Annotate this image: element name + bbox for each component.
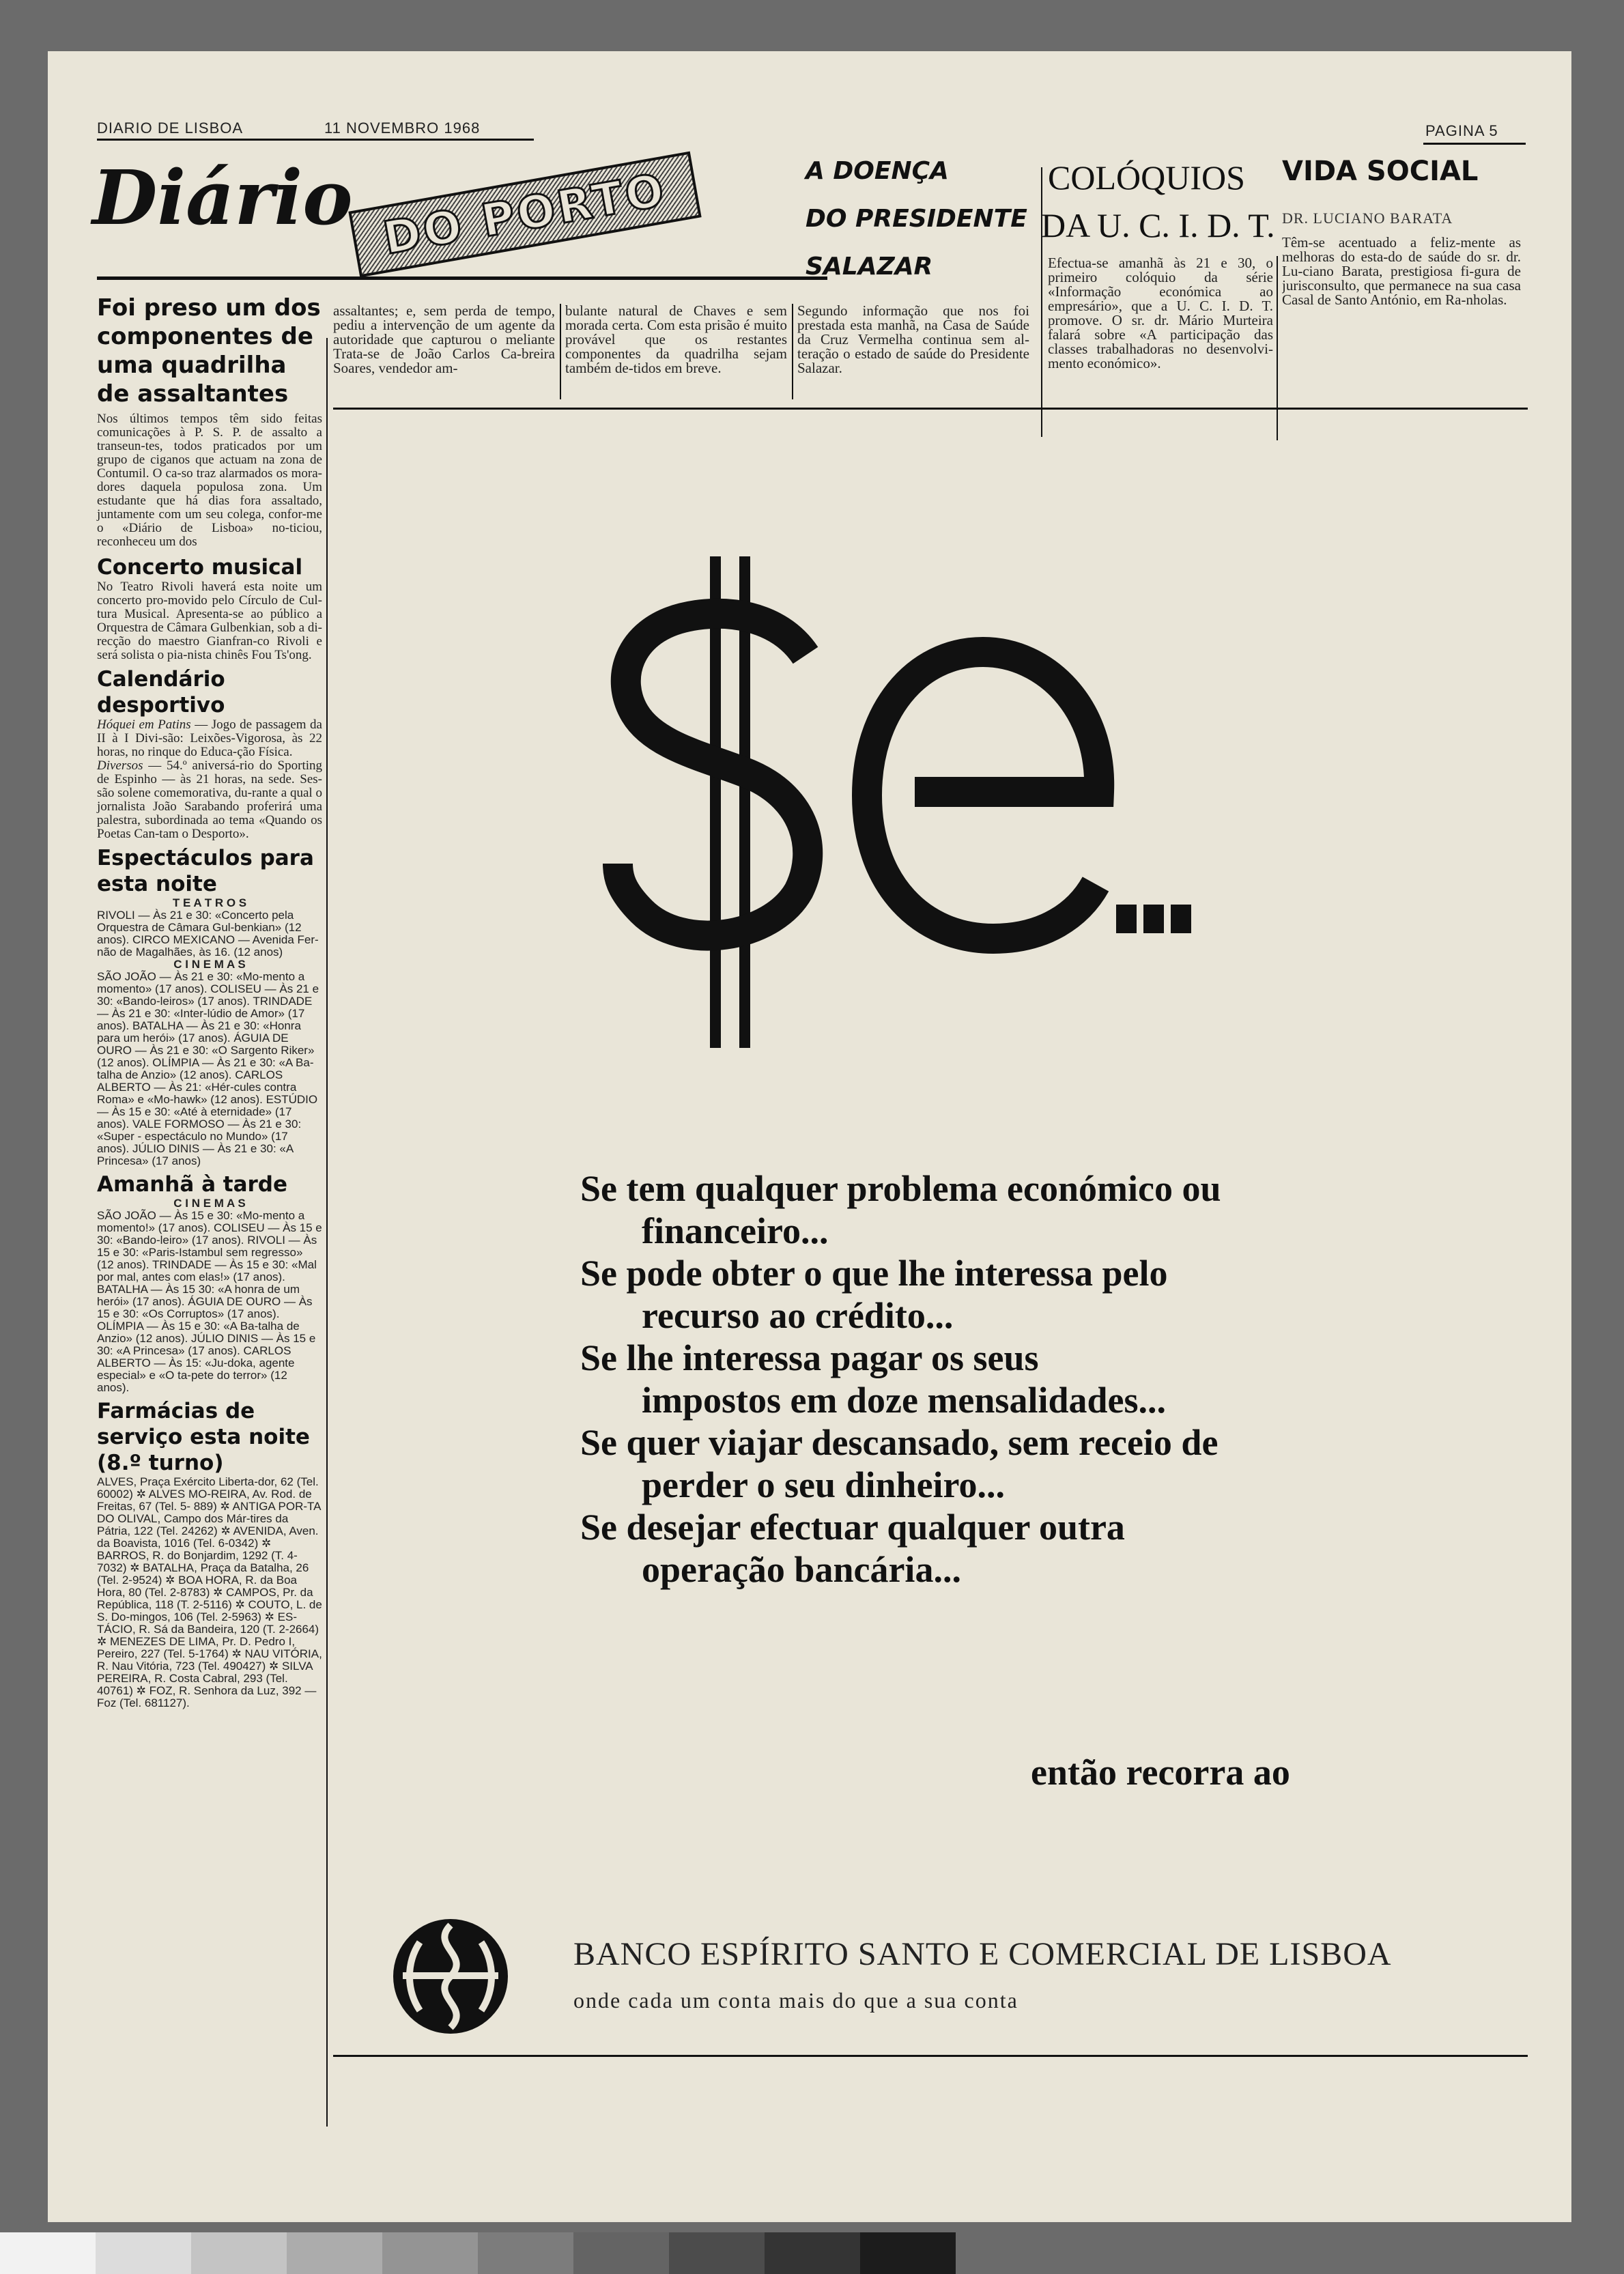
newspaper-page	[48, 51, 1571, 2222]
col-rule-2	[792, 304, 793, 399]
big-dollar-e-graphic	[328, 413, 1570, 1103]
vida-social-byline: DR. LUCIANO BARATA	[1282, 210, 1453, 227]
salazar-headline-1: A DOENÇA	[806, 157, 949, 185]
calendar-title: Calendário desportivo	[97, 667, 225, 717]
amanha-cinemas-label: C I N E M A S	[173, 1197, 246, 1210]
ellipsis-dot-2	[1143, 905, 1164, 933]
calendar-item-1: Hóquei em Patins — Jogo de passagem da II à I Divi-são: Leixões-Vigorosa, às 22 horas, no rinque do Educa-ção Física.	[97, 717, 322, 759]
masthead-rule	[97, 276, 827, 280]
story1-text: Nos últimos tempos têm sido feitas comunicações à P. S. P. de assalto a transeun-tes, todos praticados por um grupo de ciganos que actuam na zona de Contumil. O ca-so traz alarmados os mora-dores daquela populosa zona. Um estudante que há dias fora assaltado, juntamente com um seu colega, confor-me o «Diário de Lisboa» no-ticiou, reconheceu um dos	[97, 412, 322, 549]
ad-line-3: Se pode obter o que lhe interessa pelo	[580, 1253, 1168, 1294]
page-number: 5	[1489, 122, 1498, 139]
bank-advertisement	[328, 413, 1570, 2045]
teatros-label: T E A T R O S	[172, 896, 247, 909]
vida-social-headline: VIDA SOCIAL	[1282, 156, 1479, 187]
masthead	[92, 154, 823, 265]
ad-copy	[580, 1167, 1399, 1591]
ad-line-9: Se desejar efectuar qualquer outra	[580, 1507, 1125, 1548]
story-col-3: Segundo informação que nos foi prestada esta manhã, na Casa de Saúde da Cruz Vermelha continua sem al-teração o estado de saúde do Presidente Salazar.	[797, 304, 1029, 376]
ad-bottom-rule	[333, 2055, 1528, 2057]
masthead-banner	[348, 152, 701, 278]
letter-e-loop	[867, 652, 1099, 939]
pharmacy-text: ALVES, Praça Exército Liberta-dor, 62 (Tel. 60002) ✲ ALVES MO-REIRA, Av. Rod. de Freitas, 67 (Tel. 5- 889) ✲ ANTIGA POR-TA DO OLIVAL, Campo dos Már-tires da Pátria, 122 (Tel. 24262) ✲ AVENIDA, Aven. da Boavista, 1016 (Tel. 6-0342) ✲ BARROS, R. do Bonjardim, 1292 (T. 4-7032) ✲ BATALHA, Praça da Batalha, 26 (Tel. 2-9524) ✲ BOA HORA, R. da Boa Hora, 80 (Tel. 2-8783) ✲ CAMPOS, Pr. da República, 118 (T. 2-5116) ✲ COUTO, L. de S. Do-mingos, 106 (Tel. 2-5963) ✲ ES-TÁCIO, R. Sá da Bandeira, 120 (T. 2-2664) ✲ MENEZES DE LIMA, Pr. D. Pedro I, Pereiro, 227 (Tel. 5-1764) ✲ NAU VITÓRIA, R. Nau Vitória, 723 (Tel. 490427) ✲ SILVA PEREIRA, R. Costa Cabral, 293 (Tel. 40761) ✲ FOZ, R. Senhora da Luz, 392 — Foz (Tel. 681127).	[97, 1475, 322, 1709]
bank-tagline: onde cada um conta mais do que a sua conta	[573, 1988, 1018, 2013]
amanha-title: Amanhã à tarde	[97, 1172, 288, 1197]
dollar-bar-left	[710, 556, 721, 1048]
story-col-4: Efectua-se amanhã às 21 e 30, o primeiro colóquio da série «Informação económica ao empresário», que a U. C. I. D. T. promove. O sr. dr. Mário Murteira falará sobre «A participação das classes trabalhadoras no desenvolvi-mento económico».	[1048, 256, 1273, 371]
bank-logo-icon	[389, 1915, 512, 2038]
story-col-2: bulante natural de Chaves e sem morada certa. Com esta prisão é muito provável que os restantes componentes da quadrilha sejam também de-tidos em breve.	[565, 304, 787, 376]
ad-line-6: impostos em doze mensalidades...	[642, 1380, 1166, 1421]
ad-line-1: Se tem qualquer problema económico ou	[580, 1168, 1221, 1209]
ad-line-10: operação bancária...	[642, 1549, 961, 1590]
ellipsis-dot-3	[1171, 905, 1191, 933]
page-label: PAGINA 5	[1425, 122, 1498, 139]
masthead-banner-text: DO PORTO	[379, 163, 671, 265]
calibration-strip	[0, 2232, 956, 2274]
masthead-title: Diário	[92, 154, 353, 242]
col-rule-1	[560, 304, 561, 399]
cinemas-text: SÃO JOÃO — Às 21 e 30: «Mo-mento a momento» (17 anos). COLISEU — Às 21 e 30: «Bando-leiros» (17 anos). TRINDADE — Às 21 e 30: «Inter-lúdio de Amor» (17 anos). BATALHA — Às 21 e 30: «Honra para um herói» (17 anos). ÁGUIA DE OURO — Às 21 e 30: «O Sargento Riker» (12 anos). OLÍMPIA — Às 21 e 30: «A Ba-talha de Anzio» (12 anos). CARLOS ALBERTO — Às 21: «Hér-cules contra Roma» e «Mo-hawk» (12 anos). ESTÚDIO — Às 15 e 30: «Até à eternidade» (17 anos). VALE FORMOSO — Às 21 e 30: «Super - espectáculo no Mundo» (17 anos). JÚLIO DINIS — Às 21 e 30: «A Princesa» (17 anos)	[97, 970, 319, 1167]
cinemas-label: C I N E M A S	[173, 958, 246, 971]
ad-line-8: perder o seu dinheiro...	[642, 1464, 1006, 1505]
left-column	[97, 294, 322, 1709]
ellipsis-dot-1	[1116, 905, 1137, 933]
salazar-headline-3: SALAZAR	[806, 253, 933, 281]
header-rule-left	[97, 139, 534, 141]
concert-text: No Teatro Rivoli haverá esta noite um concerto pro-movido pelo Círculo de Cul-tura Musical. Apresenta-se ao público a Orquestra de Câmara Gulbenkian, sob a di-recção do maestro Gianfran-co Rivoli e será solista o pia-nista chinês Fou Ts'ong.	[97, 580, 322, 662]
coloquios-headline-2: DA U. C. I. D. T.	[1041, 206, 1275, 244]
story1-title: Foi preso um dos componentes de uma quadrilha de assaltantes	[97, 294, 321, 408]
header-rule-right	[1423, 143, 1526, 145]
teatros-text: RIVOLI — Às 21 e 30: «Concerto pela Orquestra de Câmara Gul-benkian» (12 anos). CIRCO MEXICANO — Avenida Fer-não de Magalhães, às 16. (12 anos)	[97, 909, 319, 958]
ad-line-7: Se quer viajar descansado, sem receio de	[580, 1422, 1219, 1463]
salazar-headline-2: DO PRESIDENTE	[806, 205, 1027, 233]
ad-line-4: recurso ao crédito...	[642, 1295, 954, 1336]
ad-line-5: Se lhe interessa pagar os seus	[580, 1337, 1039, 1378]
bank-name: BANCO ESPÍRITO SANTO E COMERCIAL DE LISBOA	[573, 1936, 1392, 1972]
ad-call-to-action: então recorra ao	[1031, 1752, 1290, 1793]
story-col-5: Têm-se acentuado a feliz-mente as melhoras do esta-do de saúde do sr. dr. Lu-ciano Barata, prestigiosa fi-gura de jurisconsulto, que permanece na sua casa Casal de Santo António, em Ra-nholas.	[1282, 236, 1521, 308]
amanha-text: SÃO JOÃO — Às 15 e 30: «Mo-mento a momento!» (17 anos). COLISEU — Às 15 e 30: «Bando-leiro» (17 anos). RIVOLI — Às 15 e 30: «Paris-Istambul sem regresso» (12 anos). TRINDADE — Às 15 e 30: «Mal por mal, antes com elas!» (17 anos). BATALHA — Às 15 30: «A honra de um herói» (17 anos). ÁGUIA DE OURO — Às 15 e 30: «Os Corruptos» (17 anos). OLÍMPIA — Às 15 e 30: «A Ba-talha de Anzio» (12 anos). JÚLIO DINIS — Às 15 e 30: «A Princesa» (17 anos). CARLOS ALBERTO — Às 15: «Ju-doka, agente especial» e «O ta-pete do terror» (12 anos).	[97, 1209, 322, 1394]
top-section-rule	[333, 408, 1528, 410]
paper-name: DIARIO DE LISBOA	[97, 119, 244, 137]
pharmacy-title: Farmácias de serviço esta noite (8.º turno)	[97, 1399, 310, 1475]
concert-title: Concerto musical	[97, 555, 303, 580]
coloquios-headline-1: COLÓQUIOS	[1048, 158, 1245, 197]
story-col-1: assaltantes; e, sem perda de tempo, pediu a intervenção de um agente da autoridade que capturou o meliante Trata-se de João Carlos Ca-breira Soares, vendedor am-	[333, 304, 555, 376]
issue-date: 11 NOVEMBRO 1968	[324, 119, 481, 137]
ad-line-2: financeiro...	[642, 1210, 829, 1251]
calendar-item-2: Diversos — 54.º aniversá-rio do Sporting de Espinho — às 21 horas, na sede. Ses-são solene comemorativa, du-rante a qual o jornalista João Sarabando proferirá uma palestra, subordinada ao tema «Quando os Poetas Can-tam o Desporto».	[97, 758, 323, 841]
spectacles-title: Espectáculos para esta noite	[97, 846, 314, 896]
